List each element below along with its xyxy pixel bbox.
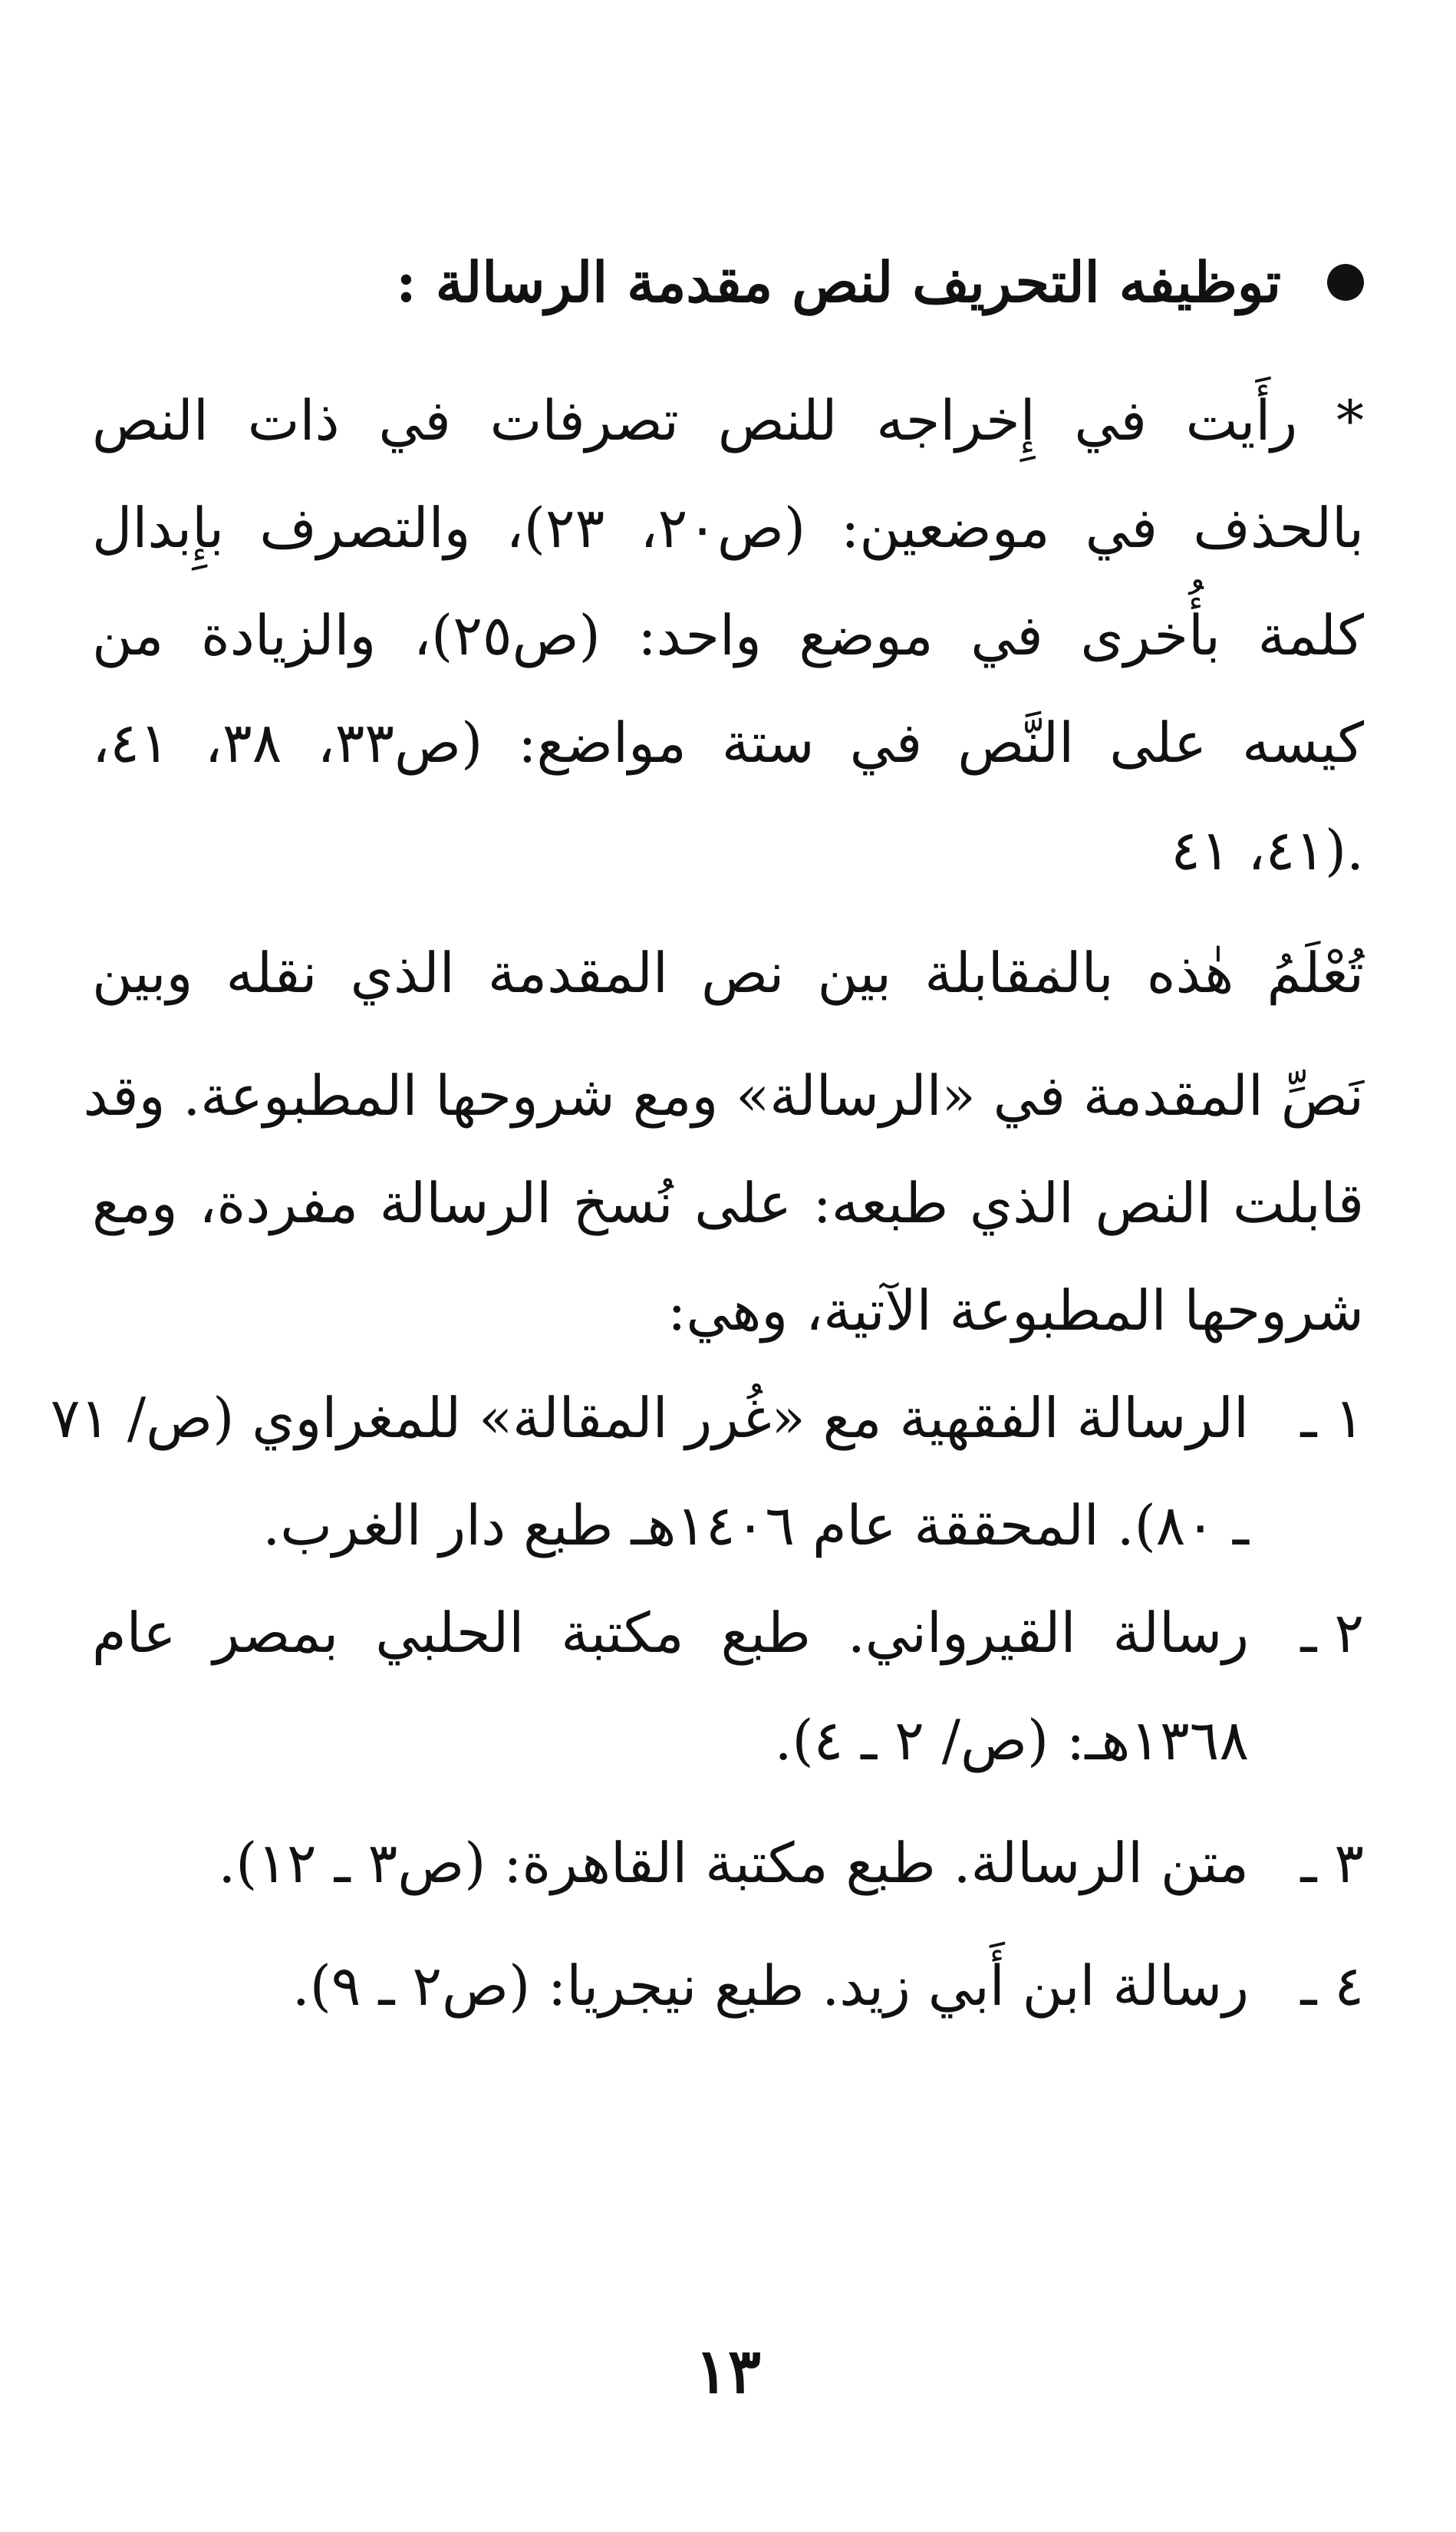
section-heading: توظيفه التحريف لنص مقدمة الرسالة : <box>396 249 1281 315</box>
list-item-text: الرسالة الفقهية مع «غُرر المقالة» للمغراوي (ص/ ٧١ <box>50 1386 1249 1450</box>
list-item-number: ٢ ـ <box>1300 1601 1364 1665</box>
list-item-number: ٣ ـ <box>1300 1831 1364 1895</box>
paragraph1-line: ٤١، ٤١). <box>1171 818 1364 882</box>
paragraph2-line: تُعْلَمُ هٰذه بالمقابلة بين نص المقدمة الذي نقله وبين <box>92 941 1364 1005</box>
list-item-text: متن الرسالة. طبع مكتبة القاهرة: (ص٣ ـ ١٢). <box>218 1831 1249 1895</box>
list-item-text: رسالة القيرواني. طبع مكتبة الحلبي بمصر عام <box>92 1601 1249 1665</box>
paragraph2-line: شروحها المطبوعة الآتية، وهي: <box>667 1278 1364 1343</box>
paragraph1-line: * رأَيت في إِخراجه للنص تصرفات في ذات النص <box>92 388 1364 453</box>
list-item-number: ٤ ـ <box>1300 1953 1364 2018</box>
paragraph1-line: كلمة بأُخرى في موضع واحد: (ص٢٥)، والزيادة من <box>92 603 1364 668</box>
page-number: ١٣ <box>695 2335 761 2407</box>
paragraph2-line: قابلت النص الذي طبعه: على نُسخ الرسالة مفردة، ومع <box>92 1171 1364 1235</box>
bullet-icon <box>1327 264 1364 301</box>
section-heading-row <box>396 244 1364 321</box>
list-item-continuation: ١٣٦٨هـ: (ص/ ٢ ـ ٤). <box>774 1708 1249 1772</box>
paragraph1-line: بالحذف في موضعين: (ص٢٠، ٢٣)، والتصرف بإِبدال <box>92 496 1365 560</box>
list-item-continuation: ـ ٨٠). المحققة عام ١٤٠٦هـ طبع دار الغرب. <box>262 1493 1249 1558</box>
paragraph2-line: نَصِّ المقدمة في «الرسالة» ومع شروحها المطبوعة. وقد <box>83 1063 1364 1128</box>
paragraph1-line: كيسه على النَّص في ستة مواضع: (ص٣٣، ٣٨، ٤١، <box>92 710 1365 775</box>
list-item-text: رسالة ابن أَبي زيد. طبع نيجريا: (ص٢ ـ ٩). <box>292 1953 1249 2018</box>
list-item-number: ١ ـ <box>1300 1386 1364 1450</box>
